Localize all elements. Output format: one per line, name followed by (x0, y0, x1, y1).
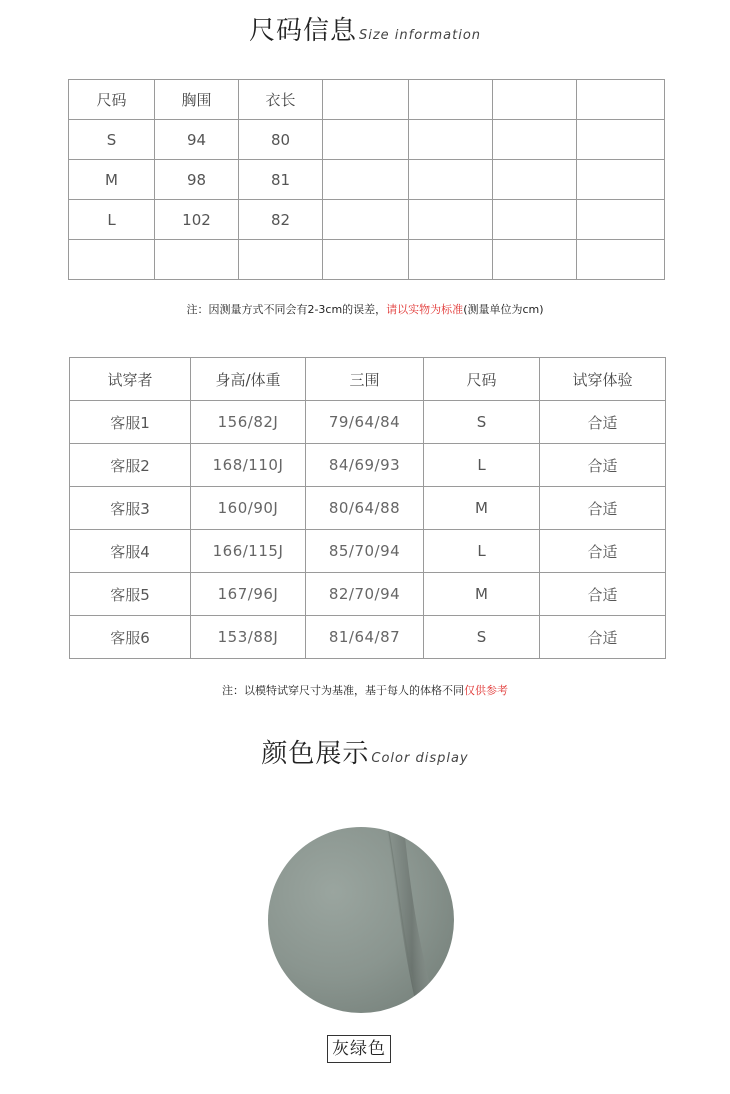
table-row (69, 160, 665, 200)
table-cell (323, 200, 409, 240)
color-title-en: Color display (371, 751, 469, 766)
table-cell: M (69, 160, 155, 200)
table-cell: S (424, 616, 540, 659)
size-note-highlight: 请以实物为标准 (386, 303, 464, 316)
table-cell (577, 160, 665, 200)
table-cell: 合适 (540, 401, 666, 444)
table-cell: 79/64/84 (306, 401, 424, 444)
table-cell: 102 (155, 200, 239, 240)
table-row (70, 573, 666, 616)
size-table-header (69, 80, 665, 120)
table-cell: L (69, 200, 155, 240)
table-cell: 客服6 (70, 616, 191, 659)
table-cell (409, 160, 493, 200)
table-cell: 82/70/94 (306, 573, 424, 616)
table-row (70, 487, 666, 530)
table-cell: 客服5 (70, 573, 191, 616)
table-cell (577, 240, 665, 280)
table-header-cell: 试穿者 (70, 358, 191, 401)
table-cell: 81 (239, 160, 323, 200)
table-cell (493, 200, 577, 240)
table-cell (409, 200, 493, 240)
table-row (70, 444, 666, 487)
table-row (69, 120, 665, 160)
size-note-text: 注：因测量方式不同会有2-3cm的误差， (186, 303, 387, 316)
table-cell (323, 120, 409, 160)
table-cell: 82 (239, 200, 323, 240)
table-cell (493, 240, 577, 280)
table-row (70, 401, 666, 444)
size-title-zh: 尺码信息 (248, 16, 357, 46)
table-cell (69, 240, 155, 280)
table-row (70, 616, 666, 659)
table-cell: 167/96J (191, 573, 306, 616)
table-cell (323, 240, 409, 280)
table-header-cell (493, 80, 577, 120)
table-row (69, 200, 665, 240)
table-cell: S (424, 401, 540, 444)
table-cell (493, 120, 577, 160)
table-cell: 94 (155, 120, 239, 160)
table-header-cell: 尺码 (69, 80, 155, 120)
tryon-note (0, 682, 730, 698)
table-cell: 合适 (540, 616, 666, 659)
table-cell: 84/69/93 (306, 444, 424, 487)
table-cell (323, 160, 409, 200)
table-cell: 156/82J (191, 401, 306, 444)
color-section-title (0, 733, 730, 770)
table-header-cell (577, 80, 665, 120)
table-cell: 160/90J (191, 487, 306, 530)
table-cell: 80/64/88 (306, 487, 424, 530)
table-cell: M (424, 487, 540, 530)
tryon-table (69, 357, 666, 659)
table-cell: 客服1 (70, 401, 191, 444)
color-name-label: 灰绿色 (327, 1035, 391, 1063)
tryon-note-text: 注：以模特试穿尺寸为基准，基于每人的体格不同 (222, 684, 464, 697)
table-cell (239, 240, 323, 280)
table-cell: 合适 (540, 444, 666, 487)
size-note (0, 301, 730, 317)
table-header-cell: 身高/体重 (191, 358, 306, 401)
table-cell (577, 200, 665, 240)
table-cell: 客服4 (70, 530, 191, 573)
tryon-table-header (70, 358, 666, 401)
fabric-swatch-image (268, 827, 454, 1013)
table-header-cell (409, 80, 493, 120)
table-cell: 81/64/87 (306, 616, 424, 659)
table-cell: 166/115J (191, 530, 306, 573)
table-cell: 85/70/94 (306, 530, 424, 573)
table-cell: S (69, 120, 155, 160)
table-cell (155, 240, 239, 280)
size-table (68, 79, 665, 280)
tryon-note-highlight: 仅供参考 (464, 684, 508, 697)
table-cell: 合适 (540, 573, 666, 616)
table-cell: 合适 (540, 487, 666, 530)
table-cell: M (424, 573, 540, 616)
table-cell: 80 (239, 120, 323, 160)
table-cell: 168/110J (191, 444, 306, 487)
table-cell (577, 120, 665, 160)
color-swatch (268, 827, 454, 1013)
size-title-en: Size information (358, 28, 482, 43)
table-row (70, 530, 666, 573)
table-row (69, 240, 665, 280)
table-cell: 客服2 (70, 444, 191, 487)
table-header-cell: 试穿体验 (540, 358, 666, 401)
table-header-cell: 尺码 (424, 358, 540, 401)
table-header-cell: 衣长 (239, 80, 323, 120)
table-cell: L (424, 530, 540, 573)
table-cell: L (424, 444, 540, 487)
table-header-cell (323, 80, 409, 120)
size-section-title (0, 10, 730, 47)
table-cell (493, 160, 577, 200)
table-cell: 153/88J (191, 616, 306, 659)
table-cell (409, 120, 493, 160)
table-cell: 98 (155, 160, 239, 200)
table-header-cell: 胸围 (155, 80, 239, 120)
table-cell: 合适 (540, 530, 666, 573)
size-note-unit: (测量单位为cm) (463, 303, 544, 316)
table-cell: 客服3 (70, 487, 191, 530)
table-cell (409, 240, 493, 280)
color-title-zh: 颜色展示 (261, 739, 370, 769)
table-header-cell: 三围 (306, 358, 424, 401)
